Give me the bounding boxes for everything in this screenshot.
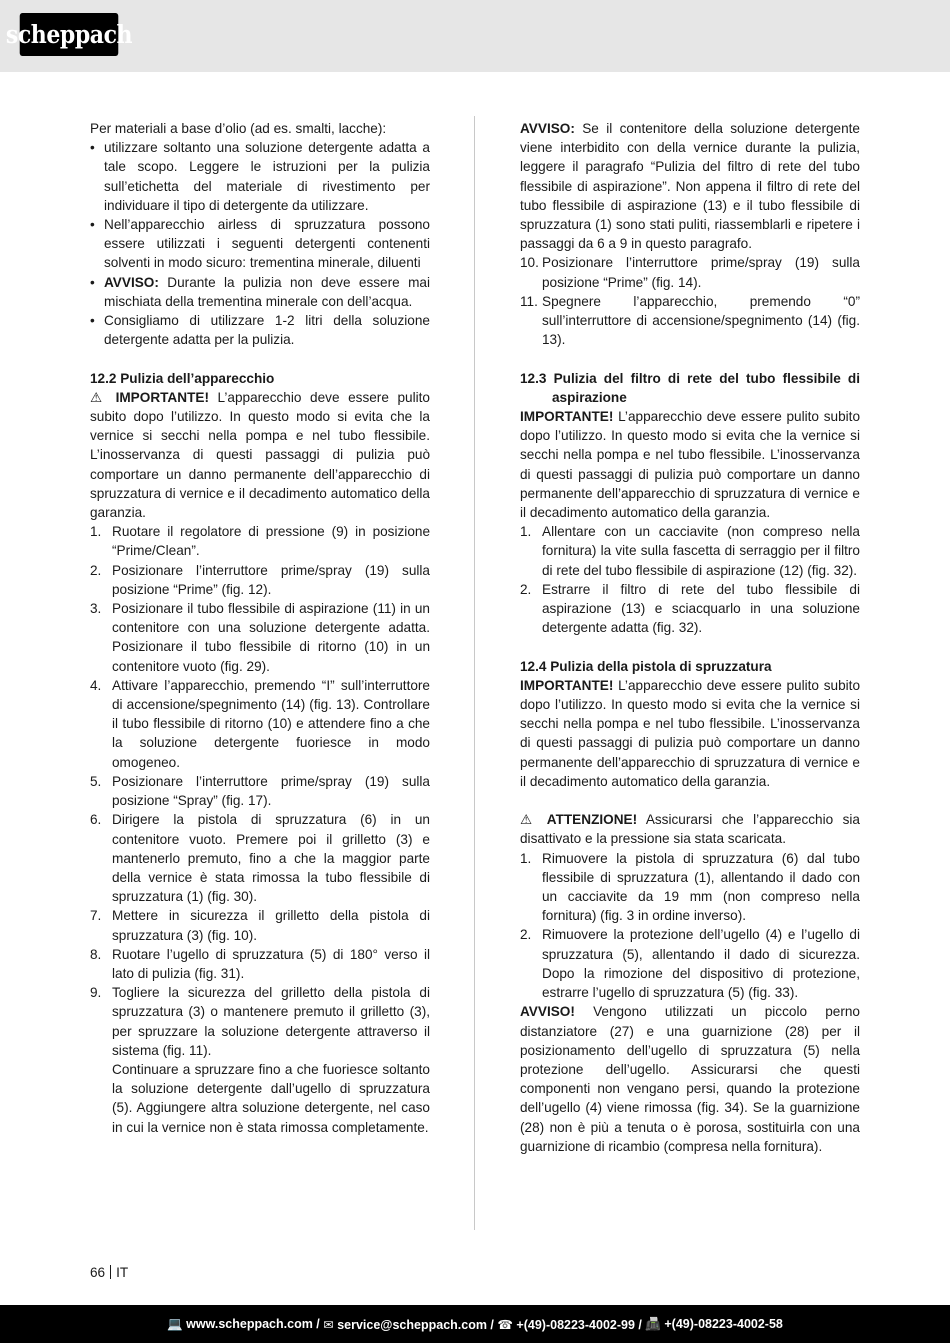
right-column (520, 119, 860, 1156)
list-item: 2. Rimuovere la protezione dell’ugello (4) e l’ugello di spruzzatura (5), allentando il dado di sicurezza. Dopo la rimozione del dispositivo di protezione, estrarre l’ugello di spruzzatura (5) (fig. 33). (520, 927, 860, 1001)
page-number: 66 IT (90, 1265, 129, 1280)
section-heading: 12.2 Pulizia dell’apparecchio (90, 370, 275, 386)
important-note: IMPORTANTE! L’apparecchio deve essere pulito subito dopo l’utilizzo. In questo modo si evita che la vernice si secchi nella pompa e nel tubo flessibile. L’inosservanza di questi passaggi di pulizia può comportare un danno permanente dell’apparecchio di spruzzatura di vernice e il decadimento automatico della garanzia. (520, 409, 860, 521)
list-item: 2. Estrarre il filtro di rete del tubo flessibile di aspirazione (13) e sciacquarlo in una soluzione detergente adatta (fig. 32). (520, 581, 860, 636)
section-heading: 12.3 Pulizia del filtro di rete del tubo flessibile di aspirazione (520, 370, 860, 405)
list-item: 4. Attivare l’apparecchio, premendo “I” sull’interruttore di accensione/spegnimento (14) (fig. 13). Controllare il tubo flessibile di ritorno (10) e attendere fino a che la soluzione detergente fuoriesce in modo omogeneo. (90, 677, 430, 770)
notice-text: AVVISO! Vengono utilizzati un piccolo perno distanziatore (27) e una guarnizione (28) per il posizionamento dell’ugello di spruzzatura (5) nella protezione dell’ugello. Assicurarsi che questi componenti non vengano persi, quando la protezione dell’ugello (4) viene rimossa (fig. 34). Se la guarnizione (28) non è più a tenuta o è porosa, sostituirla con una guarnizione di ricambio (compresa nella fornitura). (520, 1004, 860, 1154)
left-column (90, 119, 430, 1137)
list-item: 2. Posizionare l’interruttore prime/spray (19) sulla posizione “Prime” (fig. 12). (90, 562, 430, 597)
page-footer (0, 1305, 950, 1343)
fax-number: 📠 +(49)-08223-4002-58 (645, 1316, 783, 1331)
list-item: 7. Mettere in sicurezza il grilletto della pistola di spruzzatura (3) (fig. 10). (90, 908, 430, 943)
list-item: • utilizzare soltanto una soluzione detergente adatta a tale scopo. Leggere le istruzioni per la pulizia sull’etichetta del materiale di rivestimento per individuare il tipo di detergente da utilizzare. (90, 138, 430, 215)
list-item: 6. Dirigere la pistola di spruzzatura (6) in un contenitore vuoto. Premere poi il grilletto (3) e mantenerlo premuto, fino a che la maggior parte della vernice è stata rimossa la tubo flessibile di spruzzatura (1) (fig. 30). (90, 812, 430, 905)
section-heading: 12.4 Pulizia della pistola di spruzzatura (520, 658, 772, 674)
page-header (0, 0, 950, 72)
scheppach-logo: scheppach (20, 13, 119, 56)
step-continuation: Continuare a spruzzare fino a che fuoriesce soltanto la soluzione detergente dall’ugello di spruzzatura (5). Aggiungere altra soluzione detergente, nel caso in cui la vernice non è stata rimossa completamente. (112, 1061, 430, 1135)
intro-text: Per materiali a base d’olio (ad es. smalti, lacche): (90, 121, 387, 136)
steps-list (520, 253, 860, 349)
important-note: IMPORTANTE! L’apparecchio deve essere pulito subito dopo l’utilizzo. In questo modo si evita che la vernice si secchi nella pompa e nel tubo flessibile. L’inosservanza di questi passaggi di pulizia può comportare un danno permanente dell’apparecchio di spruzzatura di vernice e il decadimento automatico della garanzia. (520, 677, 860, 789)
steps-list (90, 522, 430, 1137)
list-item: • AVVISO: Durante la pulizia non deve essere mai mischiata della trementina minerale con dell’acqua. (90, 273, 430, 311)
list-item: 1. Allentare con un cacciavite (non compreso nella fornitura) la vite sulla fascetta di serraggio per il filtro di rete del tubo flessibile di aspirazione (12) (fig. 32). (520, 524, 860, 578)
column-divider (474, 116, 475, 1230)
list-item: • Consigliamo di utilizzare 1-2 litri della soluzione detergente adatta per la pulizia. (90, 311, 430, 349)
list-item: 5. Posizionare l’interruttore prime/spray (19) sulla posizione “Spray” (fig. 17). (90, 773, 430, 809)
list-item: • Nell’apparecchio airless di spruzzatura possono essere utilizzati i seguenti detergenti contenenti solventi in modo sicuro: trementina minerale, diluenti (90, 215, 430, 273)
warning-label: ⚠ IMPORTANTE! (90, 389, 209, 405)
email-link[interactable]: ✉ service@scheppach.com / (323, 1317, 498, 1332)
important-note: ⚠ IMPORTANTE! L’apparecchio deve essere pulito subito dopo l’utilizzo. In questo modo si evita che la vernice si secchi nella pompa e nel tubo flessibile. L’inosservanza di questi passaggi di pulizia può comportare un danno permanente dell’apparecchio di spruzzatura di vernice e il decadimento automatico della garanzia. (90, 389, 430, 521)
list-item: 1. Rimuovere la pistola di spruzzatura (6) dal tubo flessibile di spruzzatura (1), allentando il dado con un cacciavite da 19 mm (non compreso nella fornitura) (fig. 3 in ordine inverso). (520, 850, 860, 924)
notice-text: AVVISO: Se il contenitore della soluzione detergente viene interbidito con della vernice durante la pulizia, leggere il paragrafo “Pulizia del filtro di rete del tubo flessibile di aspirazione”. Non appena il filtro di rete del tubo flessibile di aspirazione (13) e il tubo flessibile di spruzzatura (1) sono stati puliti, riassemblarli e ripetere i passaggi da 6 a 9 in questo paragrafo. (520, 121, 860, 252)
list-item: 3. Posizionare il tubo flessibile di aspirazione (11) in un contenitore con una soluzione detergente adatta. Posizionare il tubo flessibile di ritorno (10) in un contenitore vuoto (fig. 29). (90, 601, 430, 674)
phone-number: ☎ +(49)-08223-4002-99 / (497, 1317, 646, 1332)
list-item: 11. Spegnere l’apparecchio, premendo “0” sull’interruttore di accensione/spegnimento (14) (fig. 13). (520, 293, 860, 348)
website-link[interactable]: 💻 www.scheppach.com / (167, 1316, 324, 1331)
warning-label: ⚠ ATTENZIONE! (520, 812, 638, 828)
list-item: 10. Posizionare l’interruttore prime/spray (19) sulla posizione “Prime” (fig. 14). (520, 255, 860, 290)
steps-list (520, 522, 860, 637)
list-item: 1. Ruotare il regolatore di pressione (9) in posizione “Prime/Clean”. (90, 524, 430, 559)
list-item: 8. Ruotare l’ugello di spruzzatura (5) di 180° verso il lato di pulizia (fig. 31). (90, 946, 430, 981)
steps-list (520, 849, 860, 1003)
list-item: 9. Togliere la sicurezza del grilletto della pistola di spruzzatura (3) o mantenere premuto il grilletto (3), per spruzzare la soluzione detergente attraverso il sistema (fig. 11). Continuare a spruzzare fino a che fuoriesce soltanto la soluzione detergente dall’ugello di spruzzatura (5). Aggiungere altra soluzione detergente, nel caso in cui la vernice non è stata rimossa completamente. (90, 983, 430, 1137)
attention-note: ⚠ ATTENZIONE! Assicurarsi che l’apparecchio sia disattivato e la pressione sia stata scaricata. (520, 812, 860, 847)
bullet-list (90, 138, 430, 349)
